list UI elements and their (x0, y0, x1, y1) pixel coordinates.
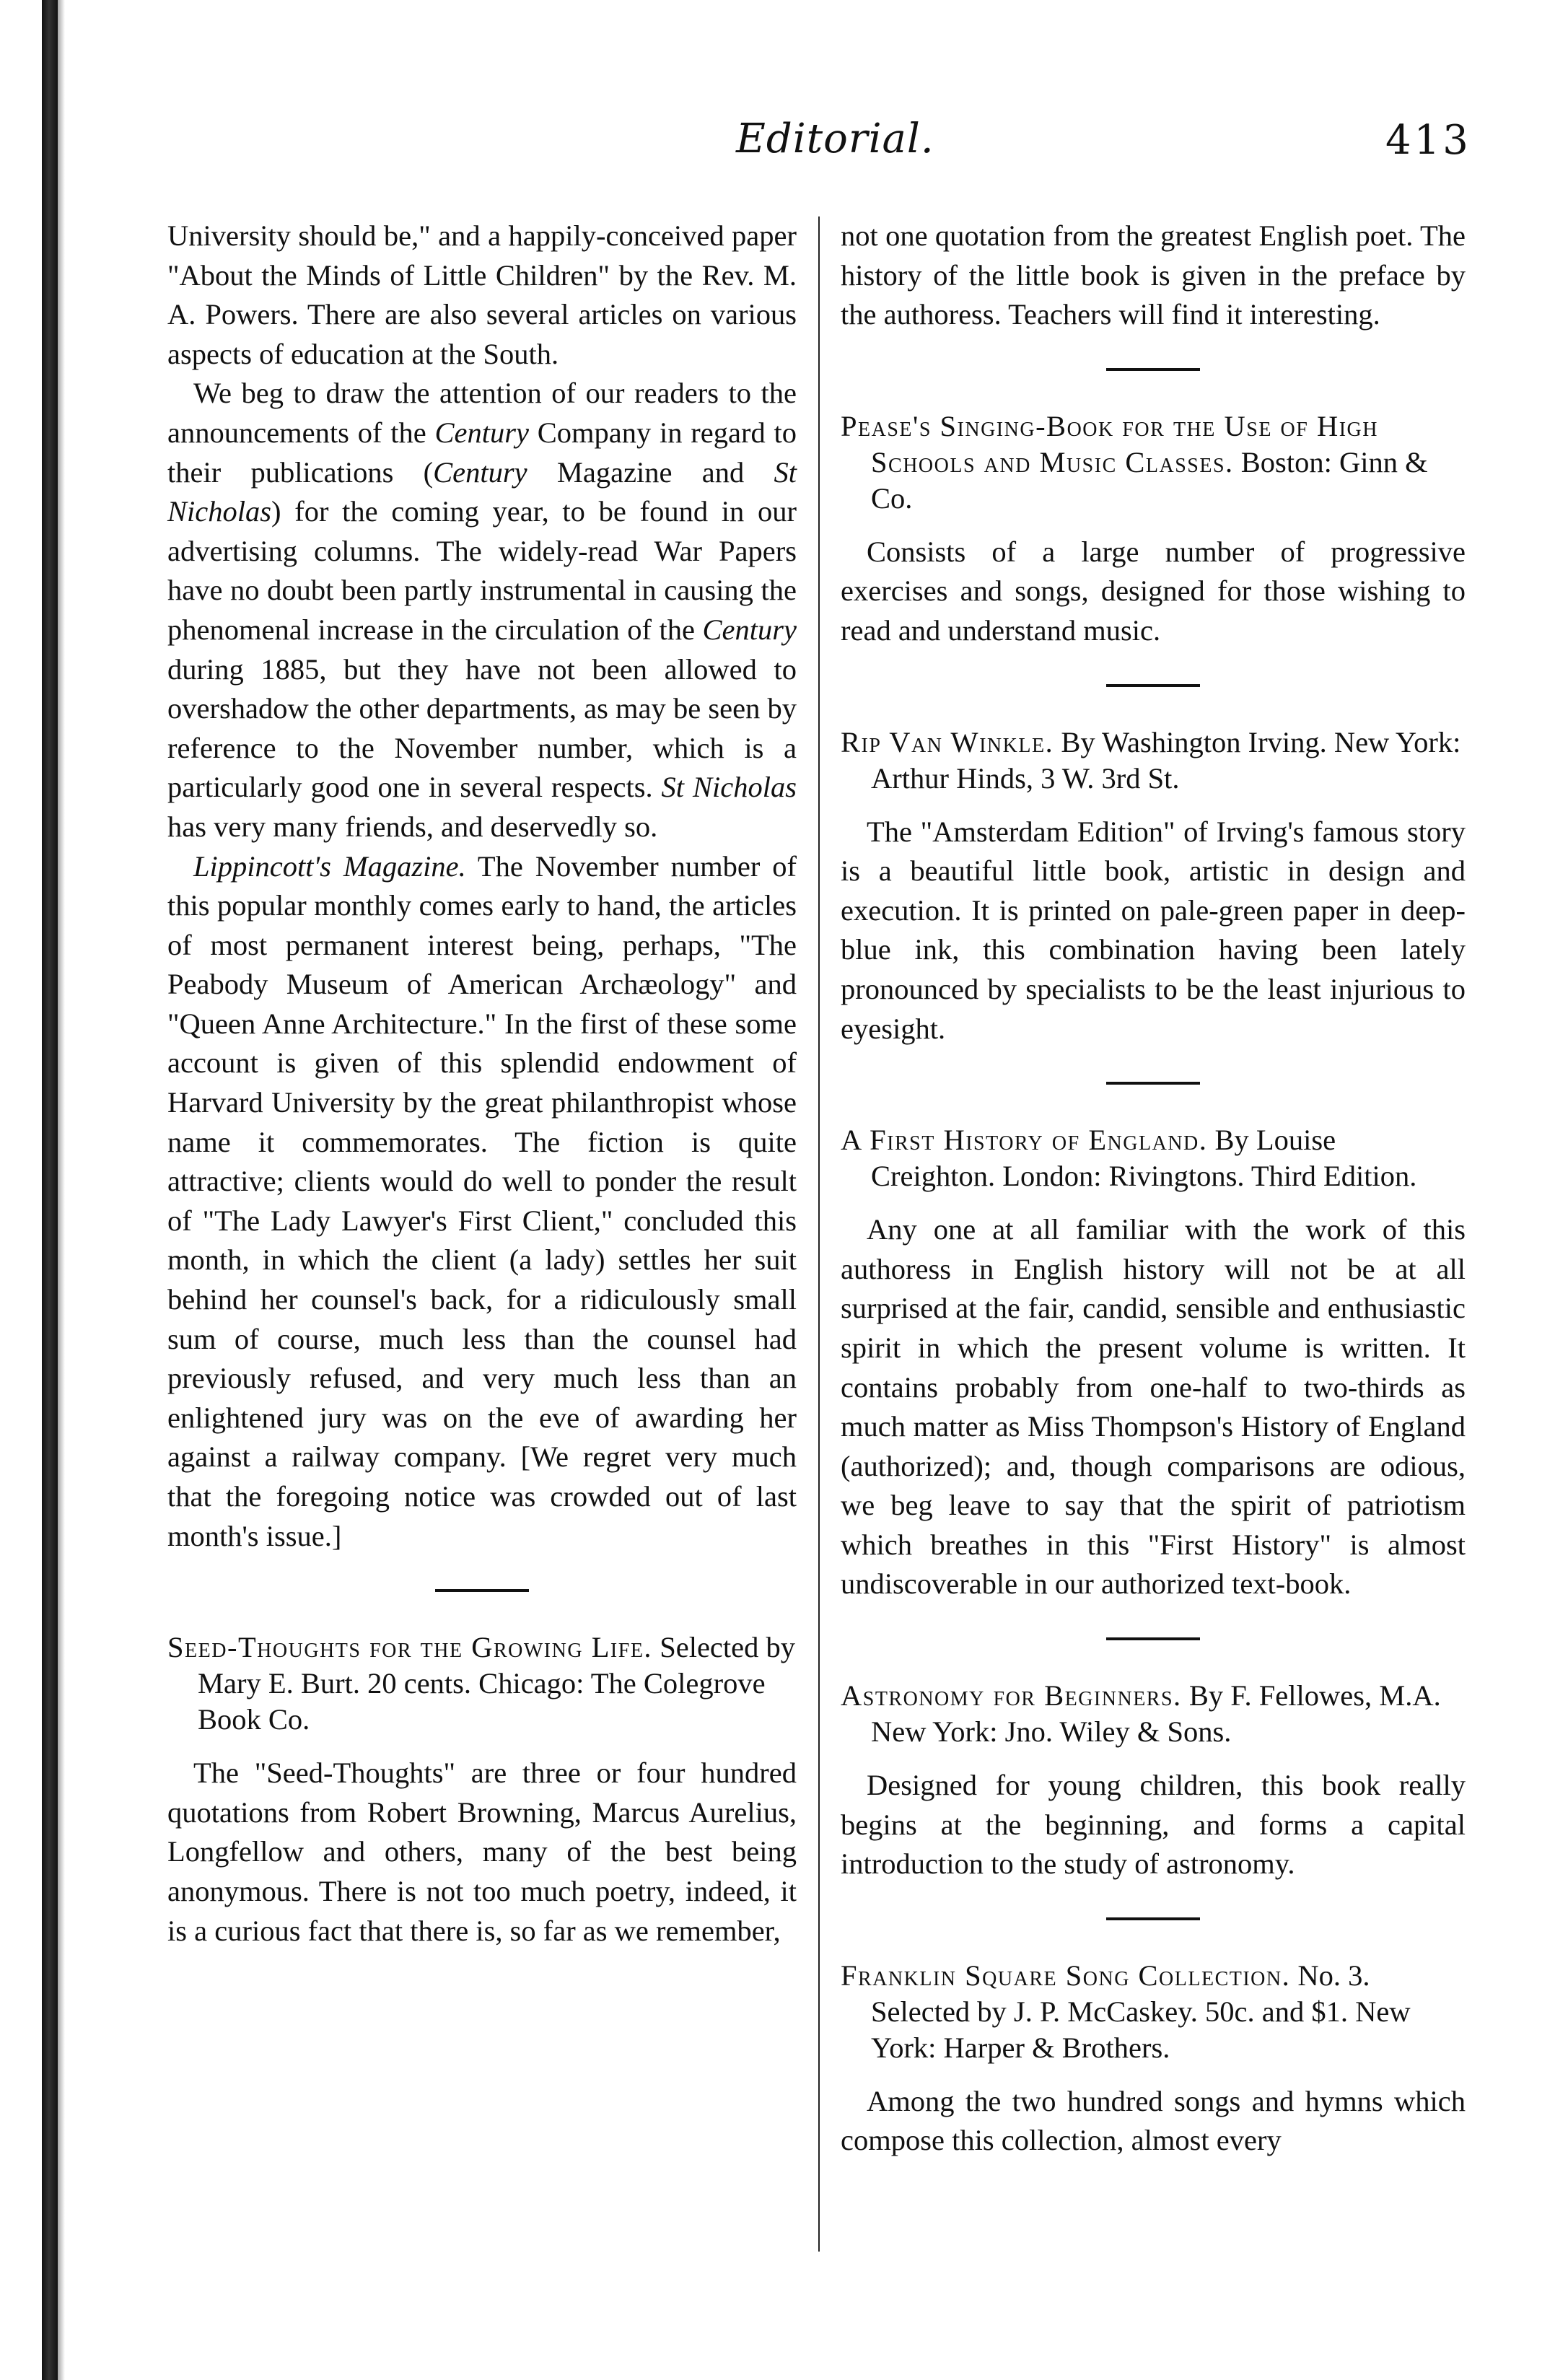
column-divider (818, 216, 820, 2252)
review-title: Seed-Thoughts for the Growing Life. (167, 1631, 653, 1664)
review-details: By Louise Creighton. London: Rivingtons. Third Edition. (871, 1124, 1417, 1193)
review-body: The "Seed-Thoughts" are three or four hundred quotations from Robert Browning, Marcus Aurelius, Longfellow and others, many of the best being anonymous. There is not too much poetry, indeed, it is a curious fact that there is, so far as we remember, (167, 1756, 797, 1947)
review-body: Consists of a large number of progressive exercises and songs, designed for those wishing to read and understand music. (841, 535, 1466, 647)
review-title: Astronomy for Beginners. (841, 1679, 1182, 1712)
section-divider (1106, 1917, 1200, 1920)
review-body: Any one at all familiar with the work of this authoress in English history will not be at all surprised at the fair, candid, sensible and enthusiastic spirit in which the present volume is written. It contains probably from one-half to two-thirds as much matter as Miss Thompson's History of England (authorized); and, though comparisons are odious, we beg leave to say that the spirit of patriotism which breathes in this "First History" is almost undiscoverable in our authorized text-book. (841, 1213, 1466, 1601)
review-body: Designed for young children, this book really begins at the beginning, and forms a capital introduction to the study of astronomy. (841, 1769, 1466, 1881)
review-details: By F. Fellowes, M.A. New York: Jno. Wiley & Sons. (871, 1679, 1441, 1749)
review-heading (841, 725, 1466, 797)
section-divider (1106, 1637, 1200, 1640)
review-entry (841, 725, 1466, 1049)
paragraph-continuation: University should be," and a happily-conceived paper "About the Minds of Little Children" by the Rev. M. A. Powers. There are also several articles on various aspects of education at the South. (167, 219, 797, 370)
review-details: Selected by Mary E. Burt. 20 cents. Chicago: The Colegrove Book Co. (198, 1631, 795, 1736)
section-divider (1106, 1082, 1200, 1085)
review-details: Boston: Ginn & Co. (871, 445, 1428, 515)
section-divider (435, 1589, 529, 1592)
review-body: Among the two hundred songs and hymns which compose this collection, almost every (841, 2084, 1466, 2157)
paragraph-century-notice: We beg to draw the attention of our readers to the announcements of the Century Company in regard to their publications (Century Magazine and St Nicholas) for the coming year, to be found in our advertising columns. The widely-read War Papers have no doubt been partly instrumental in causing the phenomenal increase in the circulation of the Century during 1885, but they have not been allowed to overshadow the other departments, as may be seen by reference to the November number, which is a particularly good one in several respects. St Nicholas has very many friends, and deservedly so. (167, 377, 797, 843)
review-title: Pease's Singing-Book for the Use of High Schools and Music Classes. (841, 409, 1378, 478)
right-column (841, 216, 1466, 2161)
section-divider (1106, 368, 1200, 371)
left-column (167, 216, 797, 1951)
review-heading (841, 1122, 1466, 1194)
review-heading (167, 1629, 797, 1738)
section-divider (1106, 684, 1200, 687)
review-title: Rip Van Winkle. (841, 725, 1054, 758)
running-title: Editorial. (736, 115, 934, 162)
paragraph-continuation: not one quotation from the greatest English poet. The history of the little book is given in the preface by the authoress. Teachers will find it interesting. (841, 219, 1466, 331)
review-heading (841, 408, 1466, 517)
review-heading (841, 1958, 1466, 2066)
review-details: By Washington Irving. New York: Arthur Hinds, 3 W. 3rd St. (871, 725, 1461, 795)
page-header (0, 115, 1568, 180)
review-title: Franklin Square Song Collection. (841, 1959, 1291, 1992)
review-details: No. 3. Selected by J. P. McCaskey. 50c. and $1. New York: Harper & Brothers. (871, 1959, 1411, 2064)
review-entry (841, 1678, 1466, 1884)
review-body: The "Amsterdam Edition" of Irving's famous story is a beautiful little book, artistic in design and execution. It is printed on pale-green paper in deep-blue ink, this combination having been lately pronounced by specialists to be the least injurious to eyesight. (841, 815, 1466, 1045)
binding-edge (42, 0, 58, 2380)
review-title: A First History of England. (841, 1124, 1208, 1157)
review-entry (841, 408, 1466, 651)
review-entry (167, 1629, 797, 1951)
review-entry (841, 1122, 1466, 1604)
paragraph-lippincott-notice: Lippincott's Magazine. The November number of this popular monthly comes early to hand, the articles of most permanent interest being, perhaps, "The Peabody Museum of American Archæology" and "Queen Anne Architecture." In the first of these some account is given of this splendid endowment of Harvard University by the great philanthropist whose name it commemorates. The fiction is quite attractive; clients would do well to ponder the result of "The Lady Lawyer's First Client," concluded this month, in which the client (a lady) settles her suit behind her counsel's back, for a ridiculously small sum of course, much less than the counsel had previously refused, and very much less than an enlightened jury was on the eve of awarding her against a railway company. [We regret very much that the foregoing notice was crowded out of last month's issue.] (167, 849, 797, 1552)
page-number: 413 (1385, 117, 1471, 164)
review-heading (841, 1678, 1466, 1750)
review-entry (841, 1958, 1466, 2161)
